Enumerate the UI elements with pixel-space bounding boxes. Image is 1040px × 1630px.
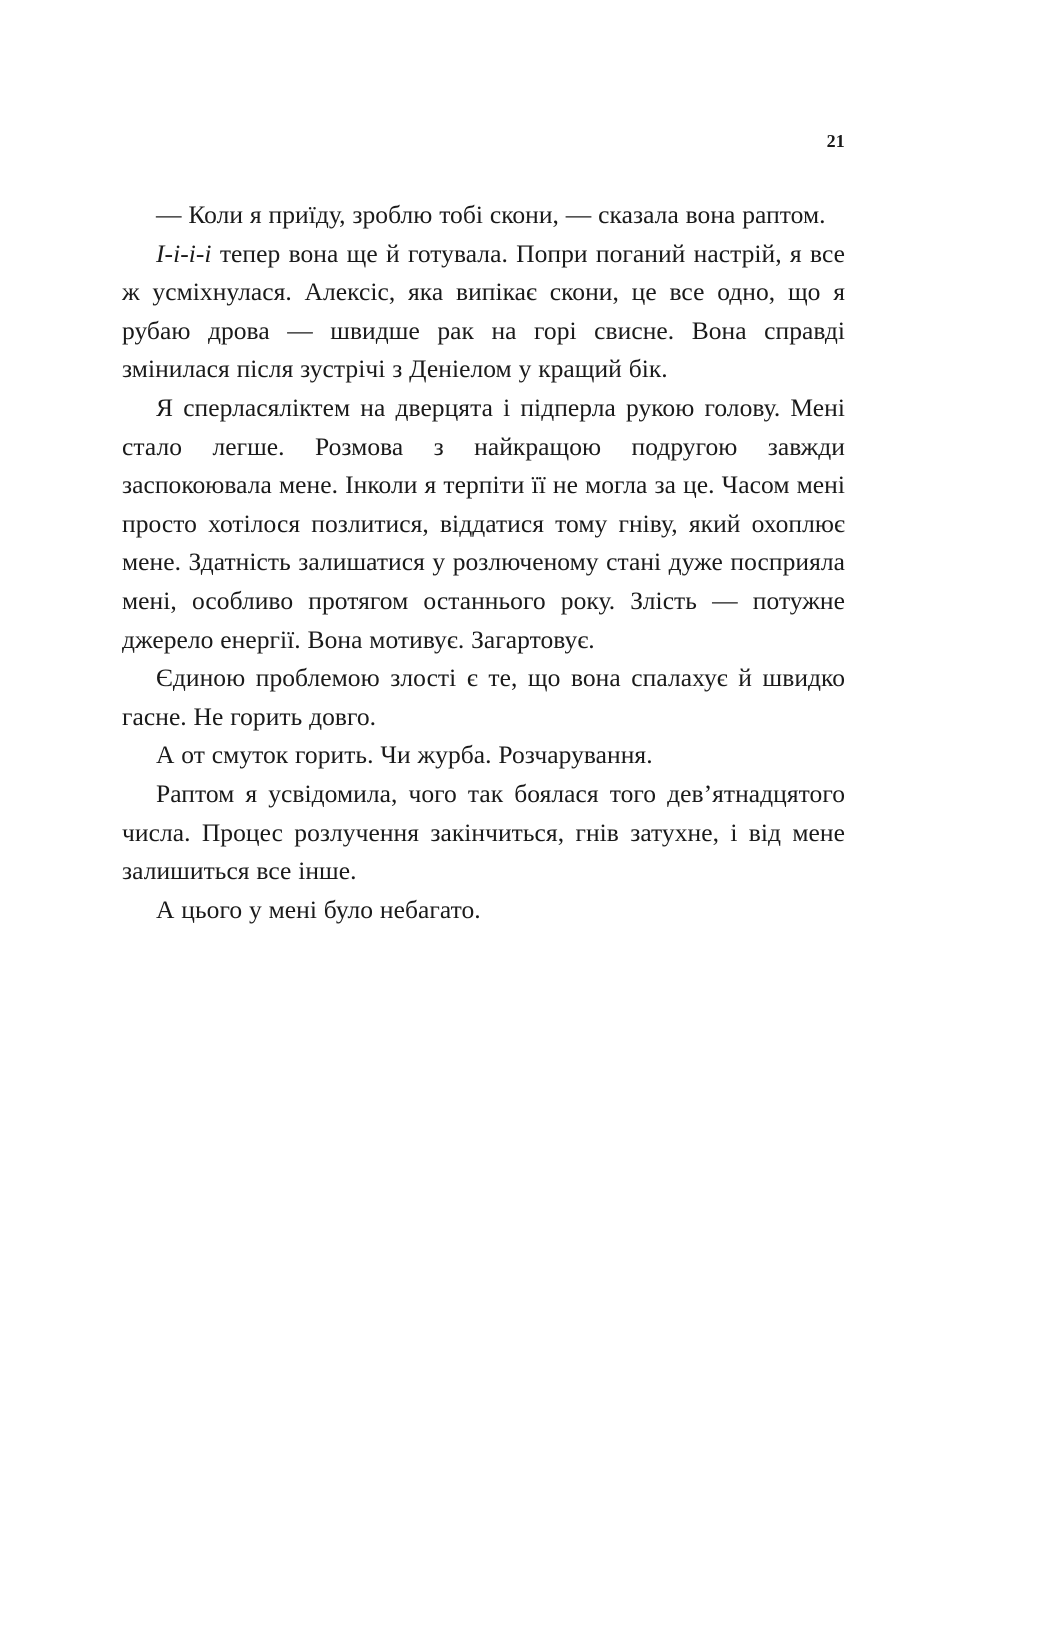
italic-emphasis: І-і-і-і [156, 238, 212, 268]
paragraph: — Коли я приїду, зроблю тобі скони, — сказала вона раптом. [156, 200, 826, 229]
paragraph: Раптом я усвідомила, чого так боялася того дев’ятнадцятого числа. Процес розлучення закінчиться, гнів затухне, і від мене залишиться все інше. [122, 778, 845, 886]
paragraph: Я сперласяліктем на дверцята і підперла рукою голову. Мені стало легше. Розмова з найкращою подругою завжди заспокоювала мене. Інколи я терпіти її не могла за це. Часом мені просто хотілося позлитися, віддатися тому гніву, який охоплює мене. Здатність залишатися у розлюченому стані дуже посприяла мені, особливо протягом останнього року. Злість — потужне джерело енергії. Вона мотивує. Загартовує. [122, 392, 845, 654]
paragraph: Єдиною проблемою злості є те, що вона спалахує й швидко гасне. Не горить довго. [122, 663, 845, 731]
paragraph: А от смуток горить. Чи журба. Розчарування. [156, 740, 653, 770]
paragraph-text: тепер вона ще й готувала. Попри поганий настрій, я все ж усміхнулася. Алексіс, яка випікає скони, це все одно, що я рубаю дрова — швидше рак на горі свисне. Вона справді змінилася після зустрічі з Деніелом у кращий бік. [122, 238, 845, 384]
page-number: 21 [826, 131, 845, 151]
paragraph [122, 235, 845, 389]
paragraph: А цього у мені було небагато. [156, 894, 481, 924]
page-text-block [122, 196, 845, 929]
